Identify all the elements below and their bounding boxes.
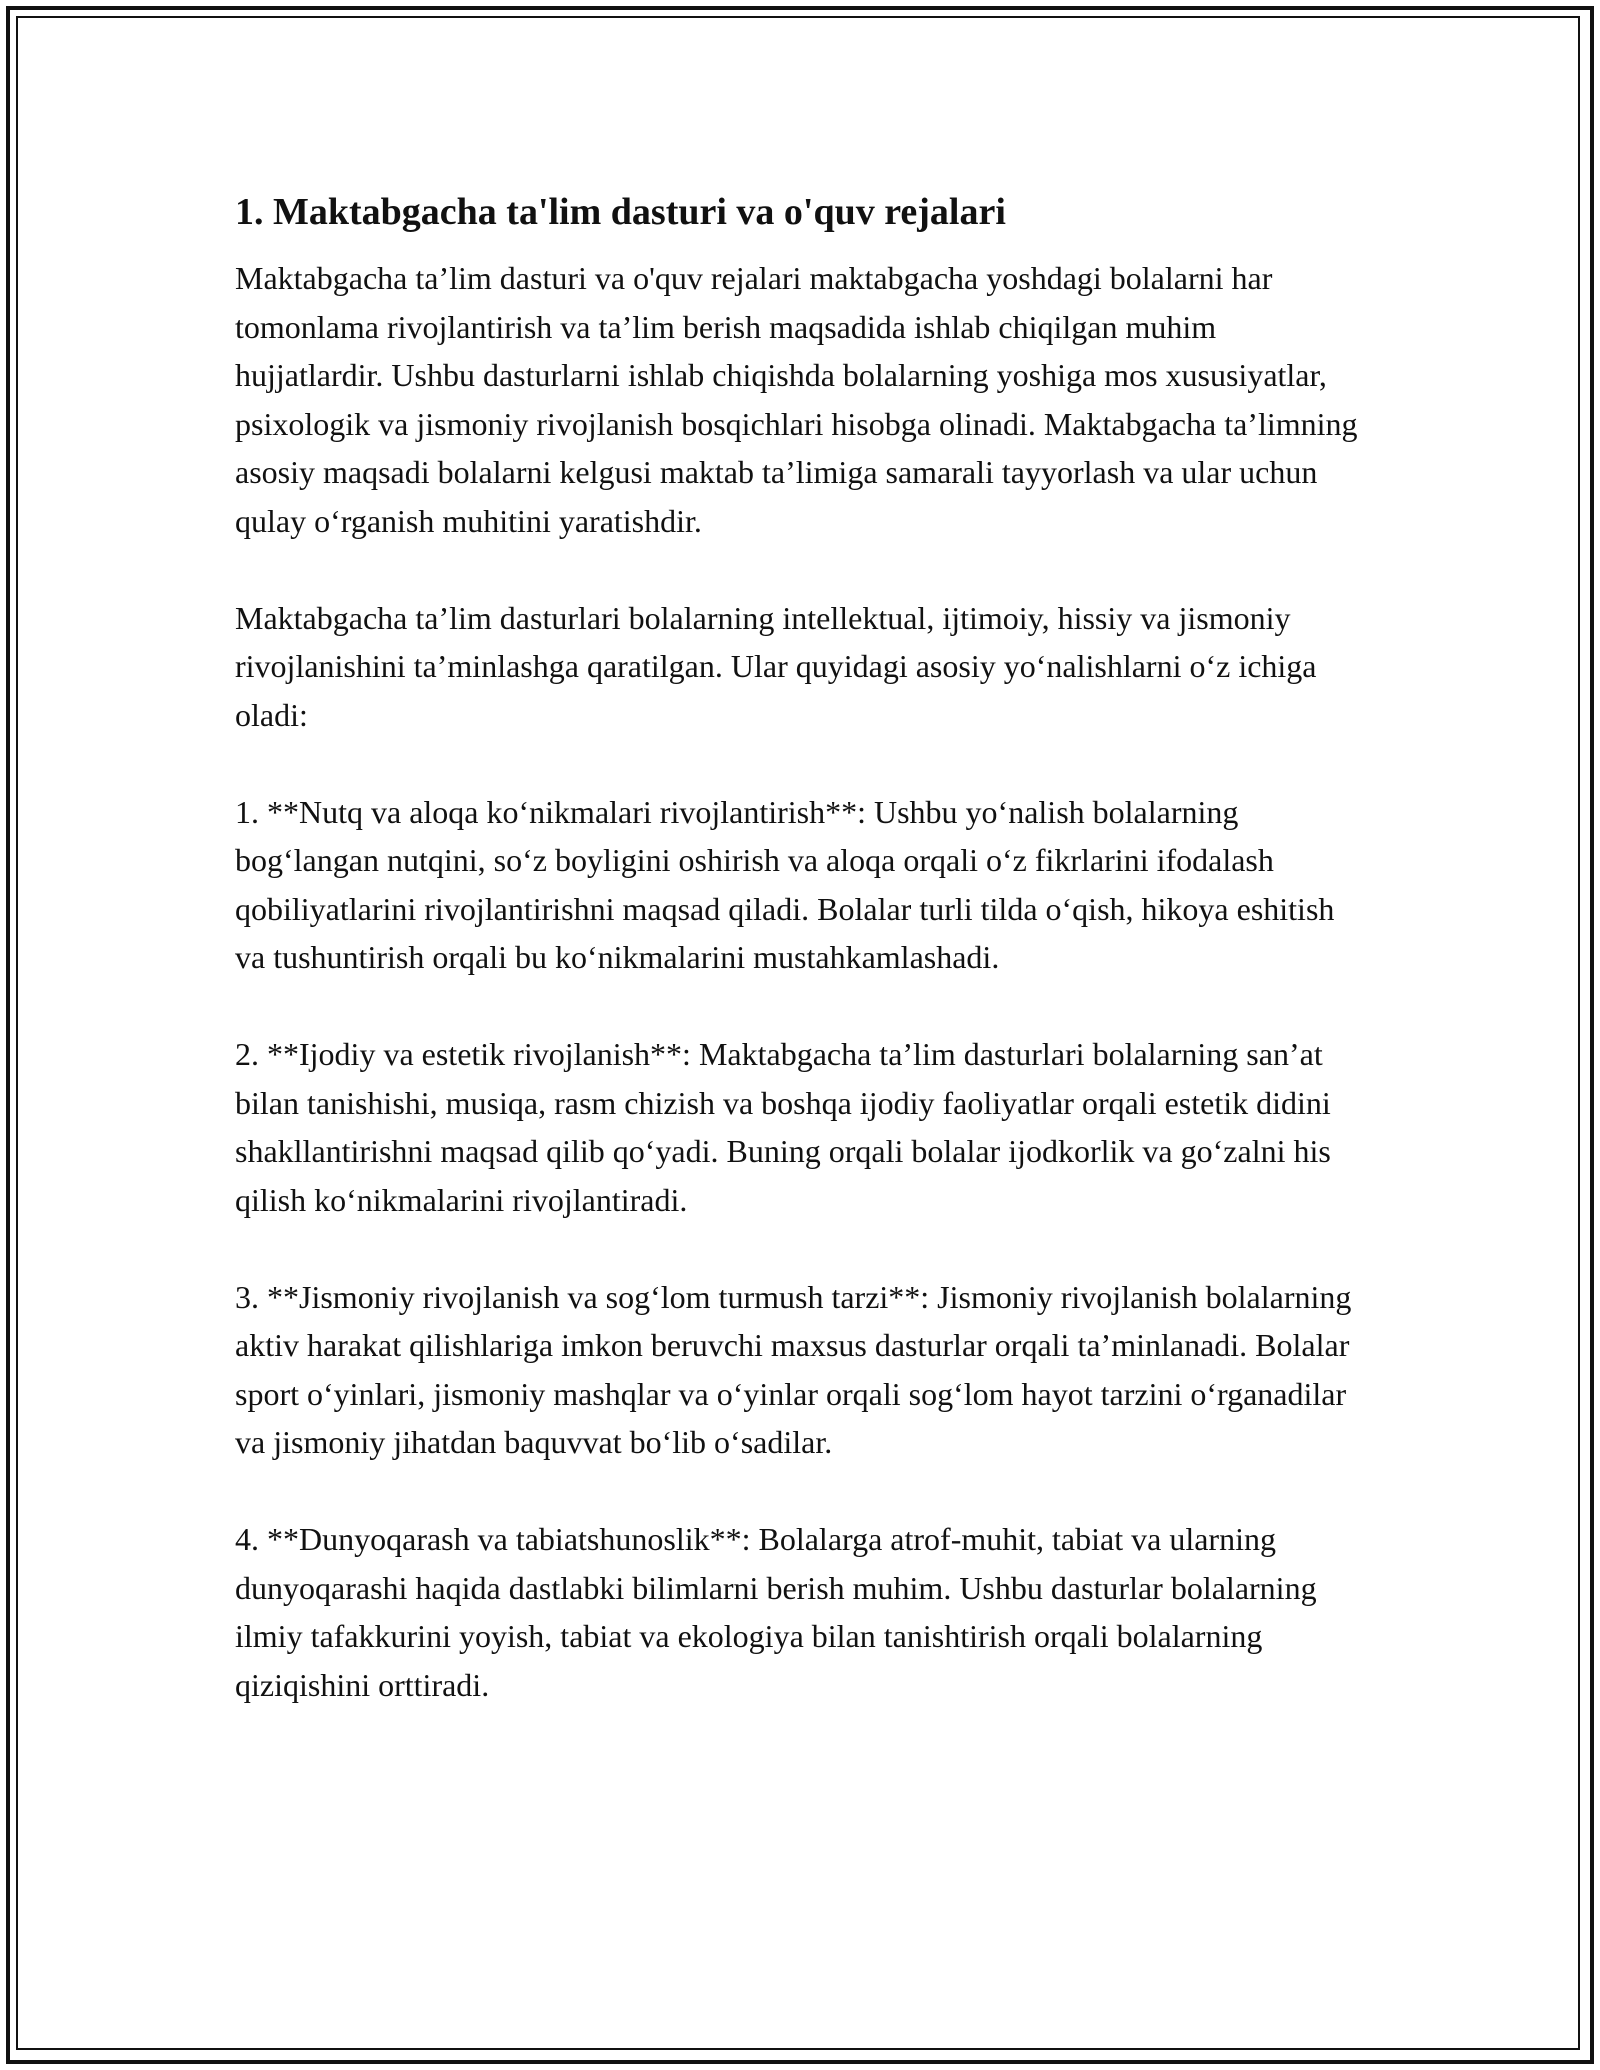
- list-item-physical: 3. **Jismoniy rivojlanish va sog‘lom turmush tarzi**: Jismoniy rivojlanish bolalarning aktiv harakat qilishlariga imkon beruvchi maxsus dasturlar orqali ta’minlanadi. Bolalar sport o‘yinlari, jismoniy mashqlar va o‘yinlar orqali sog‘lom hayot tarzini o‘rganadilar va jismoniy jihatdan baquvvat bo‘lib o‘sadilar.: [235, 1278, 1352, 1460]
- list-item-creative: 2. **Ijodiy va estetik rivojlanish**: Maktabgacha ta’lim dasturlari bolalarning san’at bilan tanishishi, musiqa, rasm chizish va boshqa ijodiy faoliyatlar orqali estetik didini shakllantirishni maqsad qilib qo‘yadi. Buning orqali bolalar ijodkorlik va go‘zalni his qilish ko‘nikmalarini rivojlantiradi.: [235, 1036, 1331, 1218]
- directions-paragraph: Maktabgacha ta’lim dasturlari bolalarning intellektual, ijtimoiy, hissiy va jismoniy rivojlanishini ta’minlashga qaratilgan. Ular quyidagi asosiy yo‘nalishlarni o‘z ichiga oladi:: [235, 599, 1317, 733]
- list-item-worldview: 4. **Dunyoqarash va tabiatshunoslik**: Bolalarga atrof-muhit, tabiat va ularning dunyoqarashi haqida dastlabki bilimlarni berish muhim. Ushbu dasturlar bolalarning ilmiy tafakkurini yoyish, tabiat va ekologiya bilan tanishtirish orqali bolalarning qiziqishini orttiradi.: [235, 1521, 1317, 1703]
- intro-paragraph: Maktabgacha ta’lim dasturi va o'quv rejalari maktabgacha yoshdagi bolalarni har tomonlama rivojlantirish va ta’lim berish maqsadida ishlab chiqilgan muhim hujjatlardir. Ushbu dasturlarni ishlab chiqishda bolalarning yoshiga mos xususiyatlar, psixologik va jismoniy rivojlanish bosqichlari hisobga olinadi. Maktabgacha ta’limning asosiy maqsadi bolalarni kelgusi maktab ta’limiga samarali tayyorlash va ular uchun qulay o‘rganish muhitini yaratishdir.: [235, 260, 1358, 539]
- section-heading: 1. Maktabgacha ta'lim dasturi va o'quv rejalari: [235, 191, 1006, 233]
- document-body: [235, 186, 1370, 1758]
- list-item-speech: 1. **Nutq va aloqa ko‘nikmalari rivojlantirish**: Ushbu yo‘nalish bolalarning bog‘langan nutqini, so‘z boyligini oshirish va aloqa orqali o‘z fikrlarini ifodalash qobiliyatlarini rivojlantirishni maqsad qiladi. Bolalar turli tilda o‘qish, hikoya eshitish va tushuntirish orqali bu ko‘nikmalarini mustahkamlashadi.: [235, 793, 1335, 975]
